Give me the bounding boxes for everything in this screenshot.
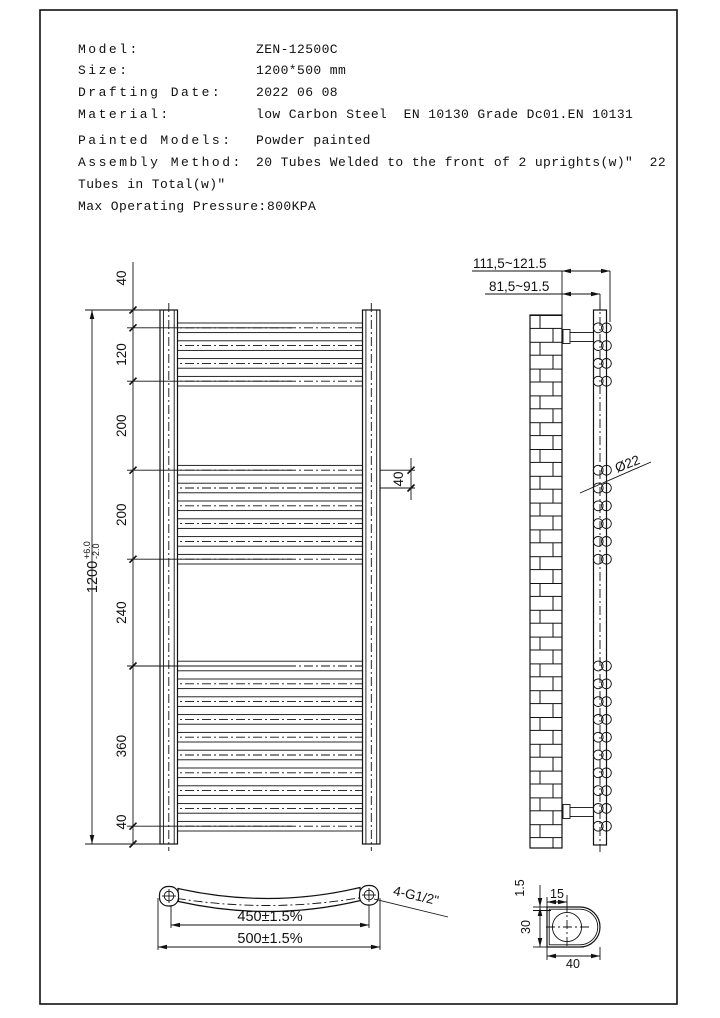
dim-240: 240: [114, 601, 129, 624]
spec-wrap-line: Tubes in Total(w)″: [78, 177, 226, 192]
dim-wall-to-upright: 81,5~91.5: [489, 279, 550, 294]
spec-label: Assembly Method:: [78, 155, 243, 170]
dim-tube-pitch: 40: [391, 471, 406, 487]
right-upright: [363, 303, 381, 851]
overall-height-dim: [82, 541, 101, 593]
spec-value: 20 Tubes Welded to the front of 2 uprights(w)″ 22: [256, 155, 667, 170]
spec-pressure-label: Max Operating Pressure:: [78, 199, 267, 214]
spec-label: Size:: [78, 63, 130, 78]
dim-wall-thickness: 1.5: [513, 879, 527, 897]
spec-value: 1200*500 mm: [256, 63, 347, 78]
spec-pressure-value: 800KPA: [267, 199, 317, 214]
spec-value: Powder painted: [256, 133, 371, 148]
left-upright: [160, 303, 178, 851]
dim-tube-centres: 450±1.5%: [237, 909, 303, 925]
left-end-cap: [160, 887, 179, 907]
dim-200-b: 200: [114, 503, 129, 526]
wall-section: [530, 315, 562, 848]
dim-profile-height: 30: [519, 920, 533, 934]
spec-value: ZEN-12500C: [256, 42, 339, 57]
spec-label: Material:: [78, 107, 171, 122]
dim-40-top: 40: [114, 270, 129, 286]
dim-120: 120: [114, 343, 129, 366]
dim-overall-width: 500±1.5%: [237, 931, 303, 947]
fitting-label: 4-G1/2": [391, 883, 441, 909]
dim-profile-width: 40: [566, 957, 580, 971]
dim-200-a: 200: [114, 414, 129, 437]
dim-1200: 1200: [85, 560, 101, 594]
dim-1200-tol-plus: +6.0: [82, 541, 92, 559]
dim-tube-diameter: Ø22: [612, 452, 642, 476]
dim-40-bottom: 40: [114, 814, 129, 830]
spec-label: Model:: [78, 42, 140, 57]
dim-wall-to-tube: 111,5~121.5: [473, 256, 547, 271]
right-end-cap: [360, 886, 379, 906]
dim-1200-tol-minus: -2.0: [91, 543, 101, 559]
spec-label: Painted Models:: [78, 133, 233, 148]
spec-value: low Carbon Steel EN 10130 Grade Dc01.EN 10131: [256, 107, 634, 122]
spec-label: Drafting Date:: [78, 85, 223, 100]
spec-value: 2022 06 08: [256, 85, 339, 100]
dim-hole-offset: 15: [550, 887, 564, 901]
dim-360: 360: [114, 734, 129, 758]
